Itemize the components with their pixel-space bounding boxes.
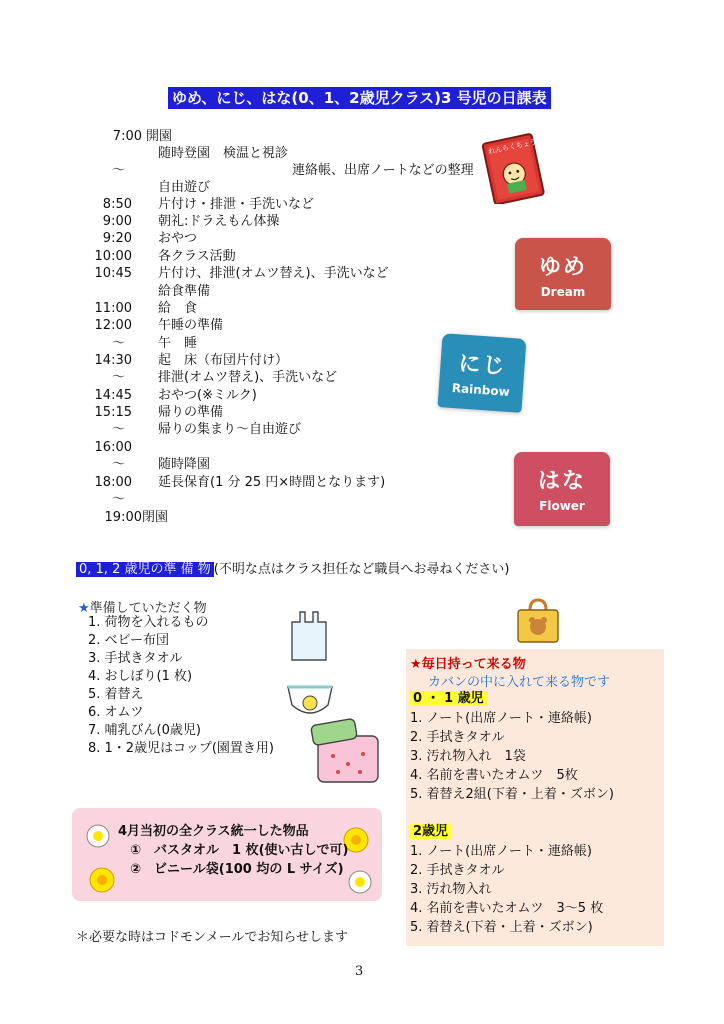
daily-list-item: 5. 着替え2組(下着・上着・ズボン) <box>410 787 614 802</box>
schedule-activity: 給 食 <box>158 301 198 316</box>
schedule-time: 19:00 <box>104 510 142 525</box>
schedule-activity: 連絡帳、出席ノートなどの整理 <box>292 163 474 178</box>
sign-rainbow <box>438 333 527 413</box>
bedding-illustration <box>308 716 386 786</box>
daily-subtitle: カバンの中に入れて来る物です <box>428 675 611 690</box>
schedule-activity: 給食準備 <box>158 284 211 299</box>
schedule-time: ～ <box>112 492 126 507</box>
notebook-illustration <box>480 132 548 204</box>
schedule-time: 10:00 <box>94 249 132 264</box>
daily-list-item: 4. 名前を書いたオムツ 3～5 枚 <box>410 901 604 916</box>
footnote: ＊必要な時はコドモンメールでお知らせします <box>76 930 348 945</box>
prep-list-item: 1. 荷物を入れるもの <box>88 615 209 630</box>
schedule-activity: 片付け・排泄・手洗いなど <box>158 197 315 212</box>
prep-heading-label: 0, 1, 2 歳児の準 備 物 <box>76 562 214 577</box>
prep-list-item: 5. 着替え <box>88 687 144 702</box>
prep-list-item: 4. おしぼり(1 枚) <box>88 669 193 684</box>
sign-dream-jp: ゆめ <box>538 255 587 280</box>
schedule-activity: 帰りの集まり～自由遊び <box>158 422 302 437</box>
daily-list-item: 1. ノート(出席ノート・連絡帳) <box>410 844 592 859</box>
sign-dream <box>515 238 611 310</box>
prep-list-title-text: 準備していただく物 <box>89 601 207 616</box>
schedule-activity: 随時降園 <box>158 457 211 472</box>
daily-group-01 <box>410 689 614 804</box>
prep-heading <box>76 561 510 579</box>
diaper-illustration <box>284 681 336 721</box>
sign-flower <box>514 452 610 526</box>
diaper-icon <box>284 681 336 721</box>
daily-list-2 <box>410 842 603 937</box>
sign-rainbow-jp: にじ <box>457 351 508 380</box>
uniform-title: 4月当初の全クラス統一した物品 <box>118 824 309 839</box>
schedule-time: 7:00 <box>112 129 142 144</box>
notebook-label: れんらくちょう <box>487 137 538 157</box>
schedule-time: 12:00 <box>94 318 132 333</box>
schedule-activity: おやつ <box>158 231 198 246</box>
daily-title-text: 毎日持って来る物 <box>421 657 526 672</box>
bag-icon <box>514 598 562 644</box>
schedule-activity: 午睡の準備 <box>158 318 224 333</box>
daily-list-item: 2. 手拭きタオル <box>410 730 505 745</box>
sign-rainbow-en: Rainbow <box>451 380 511 399</box>
daily-list-01 <box>410 709 614 804</box>
schedule-time: 15:15 <box>94 405 132 420</box>
schedule-time: ～ <box>112 370 126 385</box>
plastic-bag-illustration <box>286 608 332 664</box>
schedule-time: 11:00 <box>94 301 132 316</box>
schedule-time: 18:00 <box>94 475 132 490</box>
prep-list-item: 6. オムツ <box>88 705 144 720</box>
schedule-time: ～ <box>112 457 126 472</box>
daily-list-item: 3. 汚れ物入れ 1袋 <box>410 749 526 764</box>
schedule-time: 8:50 <box>102 197 132 212</box>
sign-flower-en: Flower <box>539 499 585 513</box>
schedule-activity: 各クラス活動 <box>158 249 236 264</box>
schedule-time: 16:00 <box>94 440 132 455</box>
schedule-activity: 朝礼:ドラえもん体操 <box>158 214 280 229</box>
plastic-bag-icon <box>286 608 332 664</box>
schedule-activity: 閉園 <box>142 510 169 525</box>
schedule-time: ～ <box>112 336 126 351</box>
schedule-activity: 排泄(オムツ替え)、手洗いなど <box>158 370 338 385</box>
prep-list-item: 2. ベビー布団 <box>88 633 170 648</box>
daily-list-item: 4. 名前を書いたオムツ 5枚 <box>410 768 578 783</box>
uniform-item-2: ② ビニール袋(100 均の L サイズ) <box>130 862 344 877</box>
daily-list-item: 3. 汚れ物入れ <box>410 882 492 897</box>
schedule-activity: 自由遊び <box>158 180 211 195</box>
prep-list-item: 7. 哺乳びん(0歳児) <box>88 723 201 738</box>
sign-dream-en: Dream <box>540 285 586 299</box>
prep-list <box>88 614 274 758</box>
page-title: ゆめ、にじ、はな(0、1、2歳児クラス)3 号児の日課表 <box>168 87 551 109</box>
schedule-activity: 延長保育(1 分 25 円×時間となります) <box>158 475 386 490</box>
page-number: 3 <box>355 964 364 979</box>
schedule-time: 10:45 <box>94 266 132 281</box>
uniform-item-1: ① バスタオル 1 枚(使い古しで可) <box>130 843 349 858</box>
daily-list-item: 1. ノート(出席ノート・連絡帳) <box>410 711 592 726</box>
daily-group-2 <box>410 822 603 937</box>
schedule-time: 9:00 <box>102 214 132 229</box>
schedule-activity: 帰りの準備 <box>158 405 224 420</box>
daily-list-item: 2. 手拭きタオル <box>410 863 505 878</box>
schedule-activity: おやつ(※ミルク) <box>158 388 257 403</box>
bedding-icon <box>308 716 386 786</box>
daily-title: ★毎日持って来る物 <box>410 657 526 672</box>
kids-bag-illustration <box>514 598 562 644</box>
schedule-time: ～ <box>112 163 126 178</box>
schedule-time: ～ <box>112 422 126 437</box>
schedule-time: 9:20 <box>102 231 132 246</box>
prep-list-item: 3. 手拭きタオル <box>88 651 183 666</box>
star-icon: ★ <box>78 601 90 616</box>
prep-heading-note: (不明な点はクラス担任など職員へお尋ねください) <box>213 562 510 577</box>
sign-flower-jp: はな <box>537 469 586 494</box>
schedule-activity: 随時登園 検温と視診 <box>158 146 289 161</box>
schedule-activity: 起 床（布団片付け） <box>158 353 289 368</box>
schedule-activity: 午 睡 <box>158 336 198 351</box>
schedule-time: 14:30 <box>94 353 132 368</box>
schedule-activity: 開園 <box>146 129 173 144</box>
daily-list-item: 5. 着替え(下着・上着・ズボン) <box>410 920 593 935</box>
schedule-time: 14:45 <box>94 388 132 403</box>
prep-list-item: 8. 1・2歳児はコップ(園置き用) <box>88 741 274 756</box>
age-label-2: 2歳児 <box>410 824 451 839</box>
uniform-text <box>118 822 348 879</box>
schedule-activity: 片付け、排泄(オムツ替え)、手洗いなど <box>158 266 389 281</box>
age-label-01: 0 ・ 1 歳児 <box>410 691 487 706</box>
